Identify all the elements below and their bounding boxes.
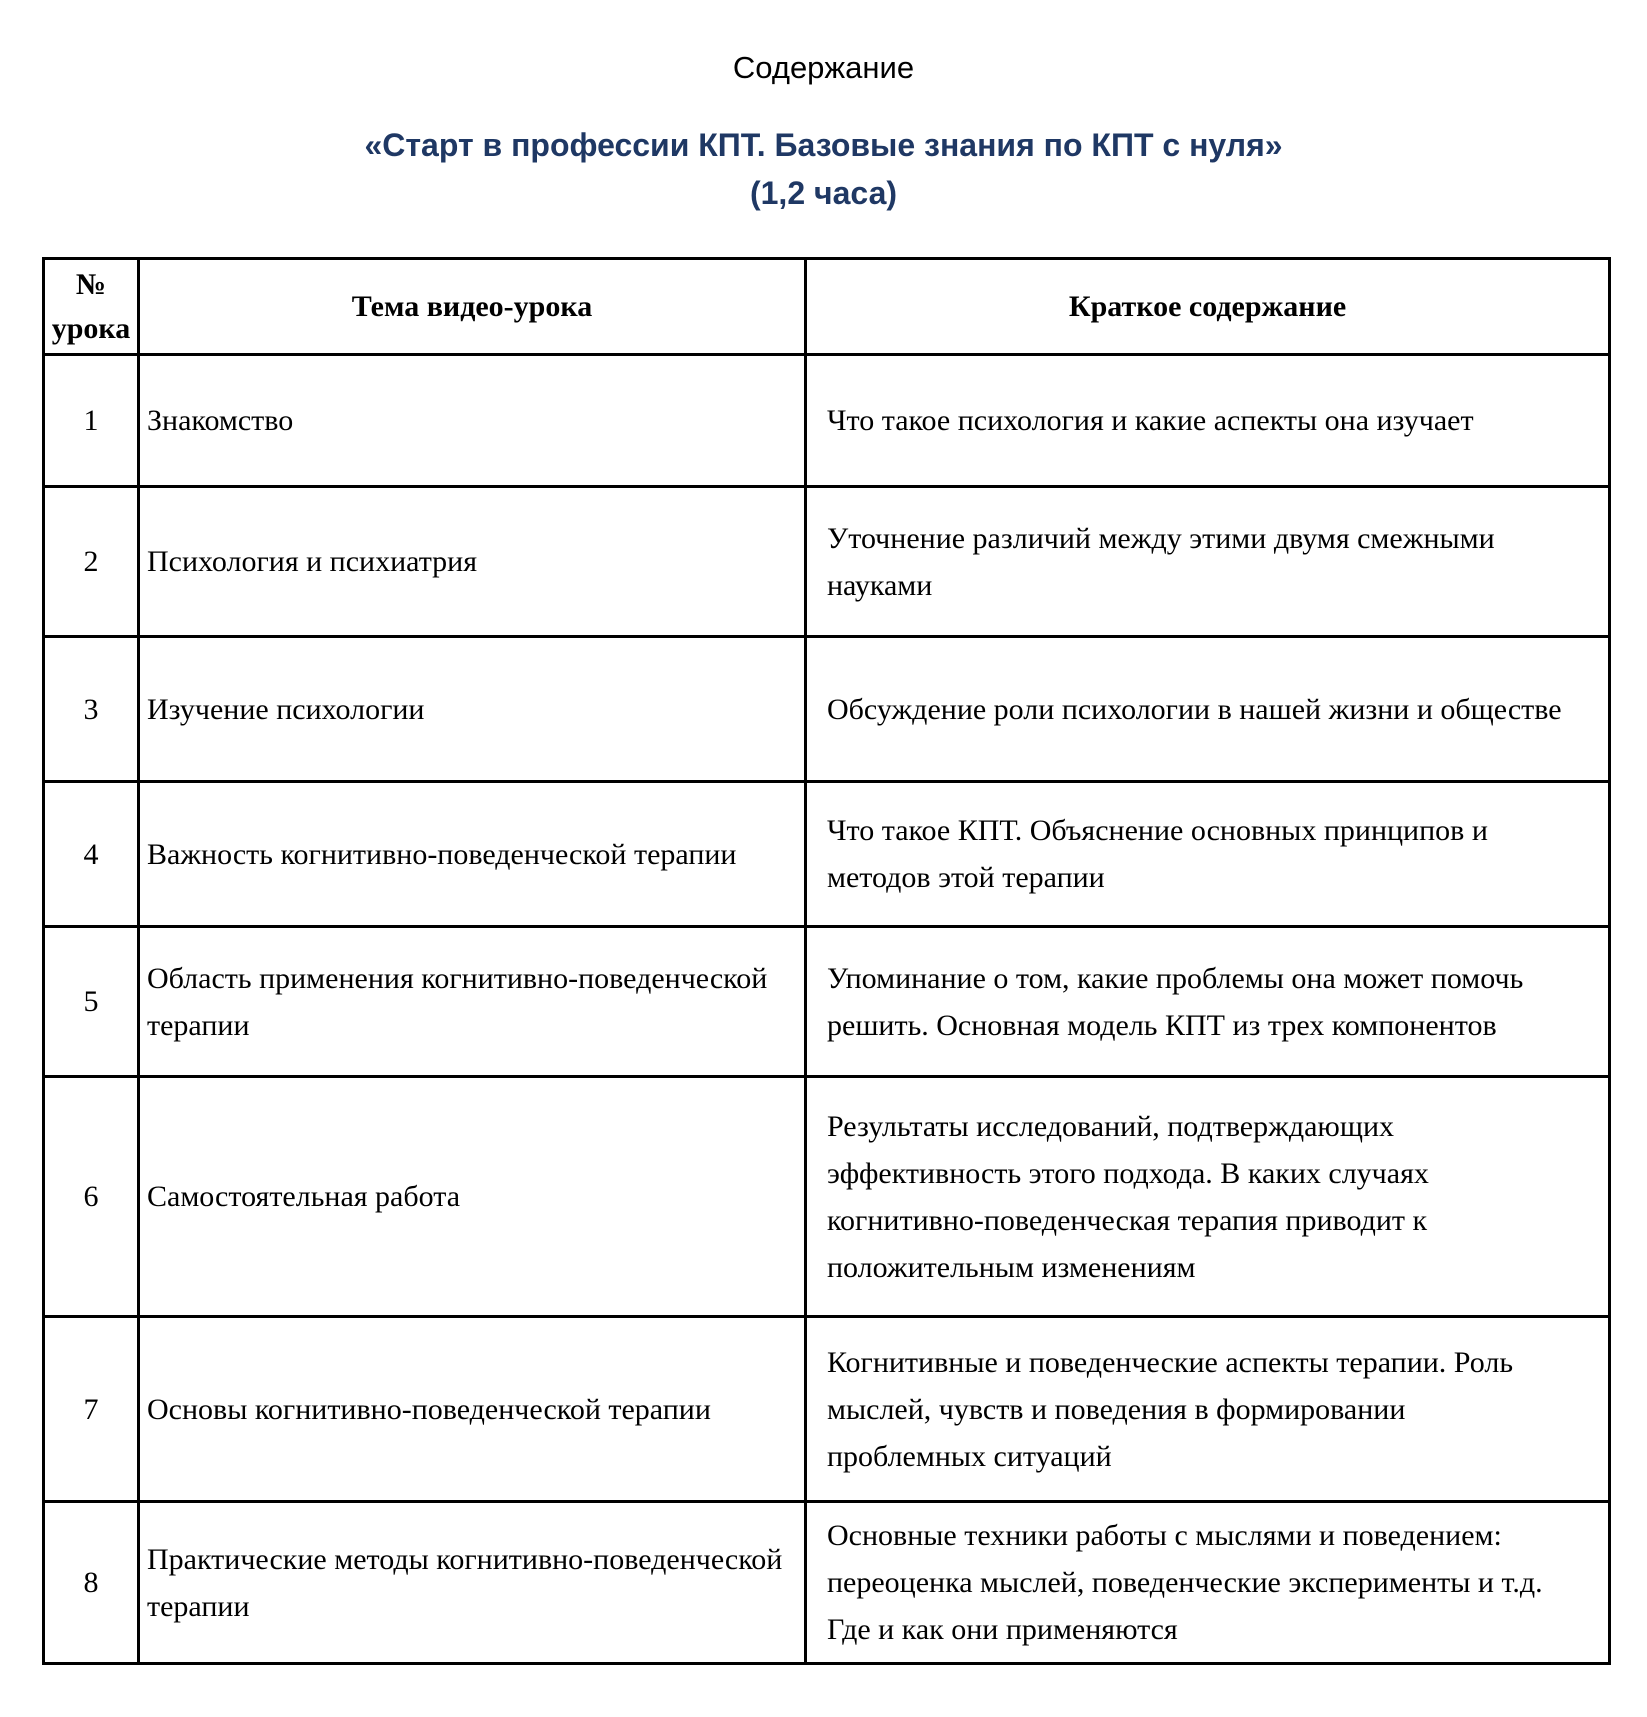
course-title: «Старт в профессии КПТ. Базовые знания по КПТ с нуля» [364,127,1283,163]
lesson-summary-cell: Основные техники работы с мыслями и поведением: переоценка мыслей, поведенческие эксперименты и т.д. Где и как они применяются [806,1502,1610,1664]
table-row [44,1502,1610,1664]
col-header-lesson-number: № урока [44,259,139,355]
table-row [44,487,1610,637]
page-title: Содержание [732,50,915,85]
contents-table-header [44,259,1610,355]
lesson-number-cell: 4 [44,782,139,927]
lesson-number-cell: 6 [44,1077,139,1317]
lesson-number-cell: 7 [44,1317,139,1502]
lesson-topic-cell: Знакомство [139,355,806,487]
lesson-topic-cell: Самостоятельная работа [139,1077,806,1317]
col-header-topic: Тема видео-урока [139,259,806,355]
lesson-summary-cell: Результаты исследований, подтверждающих эффективность этого подхода. В каких случаях когнитивно-поведенческая терапия приводит к положительным изменениям [806,1077,1610,1317]
lesson-summary-cell: Упоминание о том, какие проблемы она может помочь решить. Основная модель КПТ из трех компонентов [806,927,1610,1077]
lesson-topic-cell: Важность когнитивно-поведенческой терапии [139,782,806,927]
lesson-summary-cell: Уточнение различий между этими двумя смежными науками [806,487,1610,637]
table-row [44,637,1610,782]
col-header-summary: Краткое содержание [806,259,1610,355]
lesson-topic-cell: Изучение психологии [139,637,806,782]
lesson-topic-cell: Область применения когнитивно-поведенческой терапии [139,927,806,1077]
lesson-topic-cell: Практические методы когнитивно-поведенческой терапии [139,1502,806,1664]
lesson-summary-cell: Когнитивные и поведенческие аспекты терапии. Роль мыслей, чувств и поведения в формировании проблемных ситуаций [806,1317,1610,1502]
lesson-number-cell: 5 [44,927,139,1077]
lesson-topic-cell: Основы когнитивно-поведенческой терапии [139,1317,806,1502]
lesson-summary-cell: Что такое КПТ. Объяснение основных принципов и методов этой терапии [806,782,1610,927]
table-row [44,1077,1610,1317]
header-row [44,259,1610,355]
lesson-topic-cell: Психология и психиатрия [139,487,806,637]
lesson-number-cell: 8 [44,1502,139,1664]
lesson-summary-cell: Обсуждение роли психологии в нашей жизни и обществе [806,637,1610,782]
lesson-number-cell: 3 [44,637,139,782]
table-row [44,782,1610,927]
contents-table-body [44,355,1610,1664]
table-row [44,355,1610,487]
table-row [44,1317,1610,1502]
lesson-summary-cell: Что такое психология и какие аспекты она изучает [806,355,1610,487]
lesson-number-cell: 1 [44,355,139,487]
contents-table [42,257,1611,1665]
lesson-number-cell: 2 [44,487,139,637]
table-row [44,927,1610,1077]
course-duration: (1,2 часа) [749,175,898,211]
